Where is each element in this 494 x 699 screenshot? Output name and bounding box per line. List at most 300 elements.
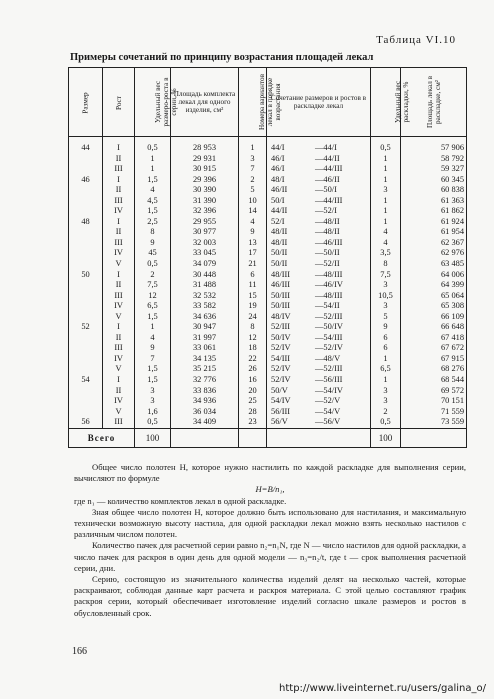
layout-share-cell: 2 bbox=[371, 407, 401, 418]
share-cell: 0,5 bbox=[135, 137, 171, 154]
area-cell: 34 936 bbox=[171, 396, 239, 407]
combination-first: 54/IV bbox=[271, 396, 291, 406]
size-cell: 54 bbox=[69, 375, 103, 386]
height-cell: V bbox=[103, 407, 135, 418]
share-cell: 9 bbox=[135, 343, 171, 354]
combination-second: —52/III bbox=[315, 364, 343, 374]
area-cell: 33 045 bbox=[171, 248, 239, 259]
table-body bbox=[69, 137, 467, 429]
size-cell bbox=[69, 154, 103, 165]
layout-share-cell: 1 bbox=[371, 154, 401, 165]
height-cell: I bbox=[103, 270, 135, 281]
footer-url: http://www.liveinternet.ru/users/galina_o/ bbox=[279, 683, 486, 694]
layout-area-cell: 65 064 bbox=[401, 291, 467, 302]
layout-area-cell: 63 485 bbox=[401, 259, 467, 270]
height-cell: III bbox=[103, 164, 135, 175]
area-cell: 29 955 bbox=[171, 217, 239, 228]
area-cell: 30 977 bbox=[171, 227, 239, 238]
share-cell: 6,5 bbox=[135, 301, 171, 312]
header-layout-share: Удельный вес раскладки, % bbox=[371, 68, 401, 137]
combination-first: 46/I bbox=[271, 164, 285, 174]
layout-area-cell: 60 838 bbox=[401, 185, 467, 196]
combination-cell bbox=[267, 375, 371, 386]
table-title: Примеры сочетаний по принципу возрастания площадей лекал bbox=[70, 52, 374, 63]
combination-first: 48/III bbox=[271, 269, 291, 279]
table-row bbox=[69, 322, 467, 333]
layout-share-cell: 4 bbox=[371, 227, 401, 238]
size-cell bbox=[69, 259, 103, 270]
combination-cell bbox=[267, 280, 371, 291]
table-row bbox=[69, 137, 467, 154]
layout-area-cell: 67 672 bbox=[401, 343, 467, 354]
layout-share-cell: 0,5 bbox=[371, 137, 401, 154]
table-row bbox=[69, 175, 467, 186]
combination-first: 48/IV bbox=[271, 311, 291, 321]
layout-area-cell: 68 544 bbox=[401, 375, 467, 386]
combination-second: —50/I bbox=[315, 185, 337, 195]
combination-first: 46/III bbox=[271, 280, 291, 290]
combination-cell bbox=[267, 227, 371, 238]
share-cell: 7,5 bbox=[135, 280, 171, 291]
area-cell: 34 135 bbox=[171, 354, 239, 365]
variant-cell: 10 bbox=[239, 196, 267, 207]
table-row bbox=[69, 259, 467, 270]
combination-second: —48/II bbox=[315, 216, 340, 226]
height-cell: V bbox=[103, 259, 135, 270]
layout-share-cell: 6,5 bbox=[371, 364, 401, 375]
share-cell: 2 bbox=[135, 270, 171, 281]
area-cell: 34 636 bbox=[171, 312, 239, 323]
height-cell: IV bbox=[103, 354, 135, 365]
table-caption: Таблица VI.10 bbox=[376, 34, 456, 46]
table-row bbox=[69, 227, 467, 238]
combination-first: 50/II bbox=[271, 248, 288, 258]
combination-cell bbox=[267, 364, 371, 375]
combination-cell bbox=[267, 164, 371, 175]
area-cell: 34 079 bbox=[171, 259, 239, 270]
area-cell: 28 953 bbox=[171, 137, 239, 154]
combination-second: —50/II bbox=[315, 248, 340, 258]
height-cell: IV bbox=[103, 206, 135, 217]
data-table bbox=[68, 67, 467, 448]
size-cell bbox=[69, 196, 103, 207]
layout-share-cell: 4 bbox=[371, 238, 401, 249]
height-cell: IV bbox=[103, 396, 135, 407]
size-cell: 46 bbox=[69, 175, 103, 186]
height-cell: I bbox=[103, 375, 135, 386]
combination-first: 52/IV bbox=[271, 364, 291, 374]
combination-cell bbox=[267, 259, 371, 270]
page-number: 166 bbox=[72, 646, 87, 657]
layout-area-cell: 66 109 bbox=[401, 312, 467, 323]
combination-first: 50/III bbox=[271, 290, 291, 300]
size-cell bbox=[69, 364, 103, 375]
combination-cell bbox=[267, 417, 371, 428]
area-cell: 32 532 bbox=[171, 291, 239, 302]
size-cell bbox=[69, 185, 103, 196]
layout-area-cell: 64 399 bbox=[401, 280, 467, 291]
layout-share-cell: 3,5 bbox=[371, 248, 401, 259]
layout-area-cell: 62 367 bbox=[401, 238, 467, 249]
height-cell: V bbox=[103, 364, 135, 375]
area-cell: 33 061 bbox=[171, 343, 239, 354]
combination-second: —56/III bbox=[315, 375, 343, 385]
combination-first: 54/III bbox=[271, 353, 291, 363]
layout-area-cell: 61 862 bbox=[401, 206, 467, 217]
formula: H=B/n₁, bbox=[255, 484, 285, 495]
layout-share-cell: 0,5 bbox=[371, 417, 401, 428]
combination-first: 52/IV bbox=[271, 375, 291, 385]
height-cell: III bbox=[103, 196, 135, 207]
area-cell: 30 947 bbox=[171, 322, 239, 333]
combination-cell bbox=[267, 407, 371, 418]
variant-cell: 3 bbox=[239, 154, 267, 165]
header-size: Размер bbox=[69, 68, 103, 137]
combination-second: —48/II bbox=[315, 227, 340, 237]
table-row bbox=[69, 154, 467, 165]
combination-cell bbox=[267, 386, 371, 397]
combination-first: 50/V bbox=[271, 385, 288, 395]
layout-area-cell: 66 648 bbox=[401, 322, 467, 333]
layout-share-cell: 3 bbox=[371, 280, 401, 291]
combination-cell bbox=[267, 312, 371, 323]
combination-cell bbox=[267, 343, 371, 354]
layout-area-cell: 61 363 bbox=[401, 196, 467, 207]
height-cell: I bbox=[103, 175, 135, 186]
layout-area-cell: 58 792 bbox=[401, 154, 467, 165]
table-row bbox=[69, 407, 467, 418]
combination-cell bbox=[267, 238, 371, 249]
height-cell: I bbox=[103, 322, 135, 333]
height-cell: III bbox=[103, 417, 135, 428]
layout-area-cell: 69 572 bbox=[401, 386, 467, 397]
layout-share-cell: 1 bbox=[371, 175, 401, 186]
table-row bbox=[69, 248, 467, 259]
combination-second: —44/III bbox=[315, 195, 343, 205]
variant-cell: 5 bbox=[239, 185, 267, 196]
size-cell bbox=[69, 407, 103, 418]
layout-area-cell: 59 327 bbox=[401, 164, 467, 175]
layout-share-cell: 10,5 bbox=[371, 291, 401, 302]
share-cell: 1,5 bbox=[135, 175, 171, 186]
combination-cell bbox=[267, 322, 371, 333]
combination-cell bbox=[267, 137, 371, 154]
table-row bbox=[69, 386, 467, 397]
combination-second: —54/II bbox=[315, 301, 340, 311]
layout-area-cell: 65 308 bbox=[401, 301, 467, 312]
combination-first: 56/V bbox=[271, 417, 288, 427]
variant-cell: 8 bbox=[239, 322, 267, 333]
share-cell: 45 bbox=[135, 248, 171, 259]
variant-cell: 18 bbox=[239, 343, 267, 354]
combination-second: —44/III bbox=[315, 164, 343, 174]
combination-first: 44/II bbox=[271, 206, 288, 216]
share-cell: 4 bbox=[135, 185, 171, 196]
paragraph: Серию, состоящую из значительного количества изделий делят на несколько частей, которые раскраивают, соблюдая данные карт расчета и раскроя материала. С этой целью составляют график раскроя серии, который обеспечивает изготовление изделий согласно шкале размеров и ростов в обусловленный срок. bbox=[74, 574, 466, 618]
table-row bbox=[69, 280, 467, 291]
share-cell: 12 bbox=[135, 291, 171, 302]
combination-cell bbox=[267, 291, 371, 302]
combination-first: 50/II bbox=[271, 259, 288, 269]
combination-cell bbox=[267, 396, 371, 407]
area-cell: 29 396 bbox=[171, 175, 239, 186]
share-cell: 1,5 bbox=[135, 375, 171, 386]
layout-area-cell: 64 006 bbox=[401, 270, 467, 281]
area-cell: 36 034 bbox=[171, 407, 239, 418]
table-total-row bbox=[69, 428, 467, 447]
table-row bbox=[69, 164, 467, 175]
share-cell: 1 bbox=[135, 154, 171, 165]
variant-cell: 24 bbox=[239, 312, 267, 323]
area-cell: 35 215 bbox=[171, 364, 239, 375]
share-cell: 1 bbox=[135, 164, 171, 175]
area-cell: 32 003 bbox=[171, 238, 239, 249]
combination-second: —46/IV bbox=[315, 280, 343, 290]
share-cell: 7 bbox=[135, 354, 171, 365]
table-row bbox=[69, 343, 467, 354]
combination-second: —50/IV bbox=[315, 322, 343, 332]
combination-second: —46/III bbox=[315, 237, 343, 247]
share-cell: 4,5 bbox=[135, 196, 171, 207]
area-cell: 31 390 bbox=[171, 196, 239, 207]
height-cell: III bbox=[103, 291, 135, 302]
layout-share-cell: 5 bbox=[371, 312, 401, 323]
layout-area-cell: 68 276 bbox=[401, 364, 467, 375]
variant-cell: 4 bbox=[239, 217, 267, 228]
combination-second: —52/IV bbox=[315, 343, 343, 353]
share-cell: 0,5 bbox=[135, 259, 171, 270]
size-cell bbox=[69, 354, 103, 365]
combination-second: —44/II bbox=[315, 153, 340, 163]
layout-area-cell: 67 418 bbox=[401, 333, 467, 344]
height-cell: IV bbox=[103, 248, 135, 259]
header-height: Рост bbox=[103, 68, 135, 137]
height-cell: II bbox=[103, 386, 135, 397]
height-cell: II bbox=[103, 185, 135, 196]
table-row bbox=[69, 301, 467, 312]
size-cell bbox=[69, 164, 103, 175]
paragraph: Количество пачек для расчетной серии равно n₂=n₁N, где N — число настилов для одной раскладки, а число пачек для раскроя в один день для одной модели — n₃=n₂/t, где t — срок выполнения расчетной серии, дни. bbox=[74, 540, 466, 573]
combination-first: 46/I bbox=[271, 153, 285, 163]
share-cell: 2,5 bbox=[135, 217, 171, 228]
layout-share-cell: 1 bbox=[371, 354, 401, 365]
area-cell: 32 396 bbox=[171, 206, 239, 217]
combination-second: —52/II bbox=[315, 259, 340, 269]
combination-cell bbox=[267, 175, 371, 186]
size-cell bbox=[69, 343, 103, 354]
table-row bbox=[69, 217, 467, 228]
share-cell: 9 bbox=[135, 238, 171, 249]
combination-second: —54/V bbox=[315, 406, 341, 416]
layout-share-cell: 3 bbox=[371, 386, 401, 397]
layout-share-cell: 1 bbox=[371, 206, 401, 217]
combination-cell bbox=[267, 217, 371, 228]
size-cell bbox=[69, 280, 103, 291]
total-layout-share: 100 bbox=[371, 428, 401, 447]
paragraph: Общее число полотен H, которое нужно настилить по каждой раскладке для выполнения серии, вычисляют по формуле bbox=[74, 462, 466, 484]
size-cell bbox=[69, 206, 103, 217]
layout-area-cell: 60 345 bbox=[401, 175, 467, 186]
variant-cell: 2 bbox=[239, 175, 267, 186]
combination-second: —54/IV bbox=[315, 385, 343, 395]
area-cell: 30 448 bbox=[171, 270, 239, 281]
variant-cell: 7 bbox=[239, 164, 267, 175]
size-cell bbox=[69, 333, 103, 344]
share-cell: 0,5 bbox=[135, 417, 171, 428]
variant-cell: 6 bbox=[239, 270, 267, 281]
area-cell: 30 915 bbox=[171, 164, 239, 175]
layout-area-cell: 57 906 bbox=[401, 137, 467, 154]
header-area: Площадь комплекта лекал для одного изделия, см² bbox=[171, 68, 239, 137]
table-row bbox=[69, 354, 467, 365]
size-cell: 50 bbox=[69, 270, 103, 281]
height-cell: III bbox=[103, 238, 135, 249]
combination-cell bbox=[267, 301, 371, 312]
variant-cell: 22 bbox=[239, 354, 267, 365]
share-cell: 1,5 bbox=[135, 364, 171, 375]
total-share: 100 bbox=[135, 428, 171, 447]
combination-first: 46/II bbox=[271, 185, 288, 195]
size-cell bbox=[69, 238, 103, 249]
layout-share-cell: 7,5 bbox=[371, 270, 401, 281]
data-table-container bbox=[68, 67, 466, 448]
combination-first: 56/III bbox=[271, 406, 291, 416]
table-row bbox=[69, 375, 467, 386]
combination-cell bbox=[267, 185, 371, 196]
combination-second: —54/III bbox=[315, 332, 343, 342]
table-row bbox=[69, 196, 467, 207]
layout-share-cell: 9 bbox=[371, 322, 401, 333]
layout-share-cell: 3 bbox=[371, 301, 401, 312]
height-cell: I bbox=[103, 137, 135, 154]
variant-cell: 15 bbox=[239, 291, 267, 302]
share-cell: 1,5 bbox=[135, 312, 171, 323]
share-cell: 1 bbox=[135, 322, 171, 333]
area-cell: 30 390 bbox=[171, 185, 239, 196]
size-cell bbox=[69, 301, 103, 312]
area-cell: 31 997 bbox=[171, 333, 239, 344]
header-variant-number: Номера вариантов лекал в порядке возрастания bbox=[239, 68, 267, 137]
variant-cell: 28 bbox=[239, 407, 267, 418]
size-cell: 48 bbox=[69, 217, 103, 228]
share-cell: 4 bbox=[135, 333, 171, 344]
variant-cell: 26 bbox=[239, 364, 267, 375]
variant-cell: 20 bbox=[239, 386, 267, 397]
size-cell: 44 bbox=[69, 137, 103, 154]
layout-share-cell: 3 bbox=[371, 185, 401, 196]
combination-cell bbox=[267, 154, 371, 165]
layout-area-cell: 62 976 bbox=[401, 248, 467, 259]
size-cell bbox=[69, 227, 103, 238]
variant-cell: 16 bbox=[239, 375, 267, 386]
combination-second: —48/III bbox=[315, 290, 343, 300]
layout-area-cell: 67 915 bbox=[401, 354, 467, 365]
combination-first: 50/IV bbox=[271, 332, 291, 342]
area-cell: 31 488 bbox=[171, 280, 239, 291]
layout-share-cell: 6 bbox=[371, 333, 401, 344]
layout-area-cell: 61 954 bbox=[401, 227, 467, 238]
variant-cell: 1 bbox=[239, 137, 267, 154]
table-row bbox=[69, 312, 467, 323]
layout-share-cell: 1 bbox=[371, 196, 401, 207]
combination-cell bbox=[267, 206, 371, 217]
combination-cell bbox=[267, 196, 371, 207]
area-cell: 33 836 bbox=[171, 386, 239, 397]
paragraph: где n₁ — количество комплектов лекал в одной раскладке. bbox=[74, 495, 287, 506]
table-row bbox=[69, 206, 467, 217]
share-cell: 3 bbox=[135, 396, 171, 407]
size-cell: 56 bbox=[69, 417, 103, 428]
share-cell: 1,5 bbox=[135, 206, 171, 217]
layout-share-cell: 1 bbox=[371, 375, 401, 386]
size-cell bbox=[69, 291, 103, 302]
combination-first: 50/III bbox=[271, 301, 291, 311]
size-cell bbox=[69, 386, 103, 397]
combination-second: —52/III bbox=[315, 311, 343, 321]
size-cell: 52 bbox=[69, 322, 103, 333]
size-cell bbox=[69, 248, 103, 259]
layout-area-cell: 70 151 bbox=[401, 396, 467, 407]
header-share: Удельный вес размеро-роста в серии, % bbox=[135, 68, 171, 137]
body-text bbox=[74, 462, 466, 619]
height-cell: V bbox=[103, 312, 135, 323]
table-row bbox=[69, 270, 467, 281]
combination-first: 50/I bbox=[271, 195, 285, 205]
combination-cell bbox=[267, 270, 371, 281]
table-row bbox=[69, 333, 467, 344]
combination-first: 48/II bbox=[271, 237, 288, 247]
combination-cell bbox=[267, 248, 371, 259]
combination-first: 52/I bbox=[271, 216, 285, 226]
variant-cell: 14 bbox=[239, 206, 267, 217]
variant-cell: 19 bbox=[239, 301, 267, 312]
height-cell: II bbox=[103, 333, 135, 344]
combination-first: 52/IV bbox=[271, 343, 291, 353]
combination-first: 44/I bbox=[271, 143, 285, 152]
height-cell: IV bbox=[103, 301, 135, 312]
combination-second: —52/V bbox=[315, 396, 341, 406]
variant-cell: 23 bbox=[239, 417, 267, 428]
combination-second: —52/I bbox=[315, 206, 337, 216]
layout-area-cell: 61 924 bbox=[401, 217, 467, 228]
height-cell: III bbox=[103, 343, 135, 354]
layout-share-cell: 8 bbox=[371, 259, 401, 270]
combination-second: —56/V bbox=[315, 417, 341, 427]
table-row bbox=[69, 417, 467, 428]
layout-area-cell: 71 559 bbox=[401, 407, 467, 418]
area-cell: 29 931 bbox=[171, 154, 239, 165]
table-row bbox=[69, 396, 467, 407]
table-row bbox=[69, 291, 467, 302]
total-label: Всего bbox=[69, 428, 135, 447]
height-cell: II bbox=[103, 154, 135, 165]
variant-cell: 25 bbox=[239, 396, 267, 407]
combination-first: 48/II bbox=[271, 227, 288, 237]
layout-share-cell: 6 bbox=[371, 343, 401, 354]
variant-cell: 13 bbox=[239, 238, 267, 249]
header-combination: Сочетание размеров и ростов в раскладке лекал bbox=[267, 68, 371, 137]
variant-cell: 12 bbox=[239, 333, 267, 344]
header-layout-area: Площадь лекал в раскладке, см² bbox=[401, 68, 467, 137]
table-row bbox=[69, 364, 467, 375]
share-cell: 3 bbox=[135, 386, 171, 397]
layout-share-cell: 1 bbox=[371, 164, 401, 175]
variant-cell: 11 bbox=[239, 280, 267, 291]
height-cell: II bbox=[103, 227, 135, 238]
variant-cell: 21 bbox=[239, 259, 267, 270]
table-header-row bbox=[69, 68, 467, 137]
combination-cell bbox=[267, 333, 371, 344]
